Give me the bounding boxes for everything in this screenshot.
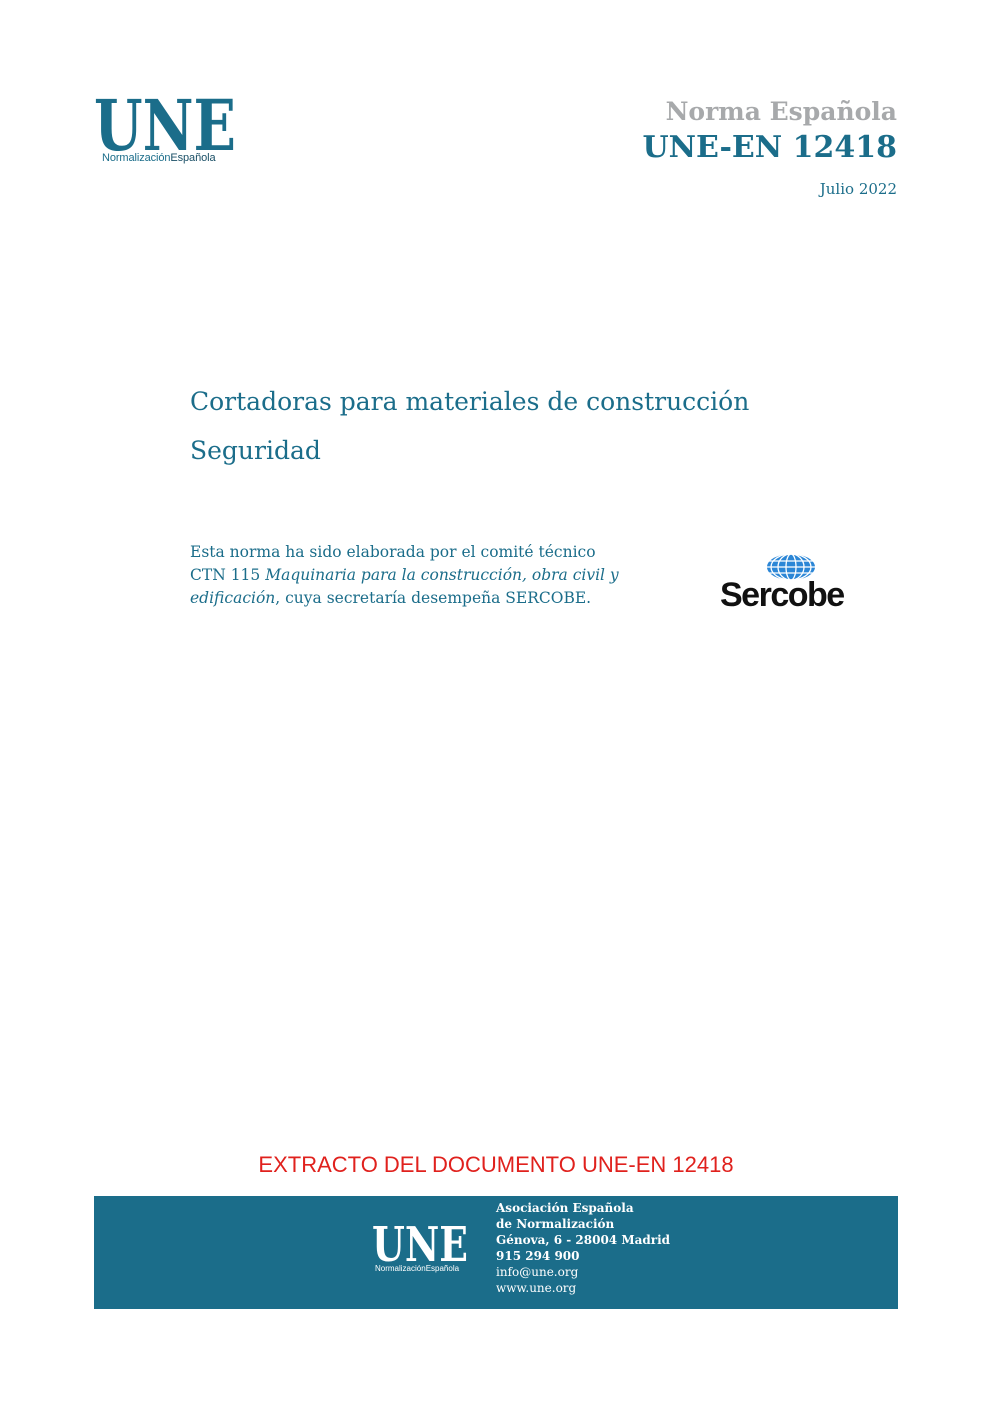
sercobe-logo (720, 553, 865, 613)
footer-website[interactable]: www.une.org (496, 1281, 577, 1295)
committee-secretariat: , cuya secretaría desempeña SERCOBE. (275, 589, 592, 607)
footer-org-line-2: de Normalización (496, 1217, 615, 1231)
footer-logo-sub-a: Normalización (375, 1264, 426, 1273)
footer-email[interactable]: info@une.org (496, 1265, 579, 1279)
document-code: UNE-EN 12418 (642, 130, 897, 165)
footer-phone: 915 294 900 (496, 1249, 580, 1263)
une-logo-text: UNE (94, 92, 236, 154)
committee-code: CTN 115 (190, 566, 266, 584)
document-header (642, 96, 897, 200)
footer-address: Génova, 6 - 28004 Madrid (496, 1233, 671, 1247)
une-logo-subtitle-a: Normalización (102, 152, 171, 164)
document-date: Julio 2022 (819, 180, 897, 198)
document-subtitle: Seguridad (190, 436, 321, 465)
committee-statement (190, 541, 670, 610)
footer-une-logo-subtitle (375, 1264, 459, 1273)
footer-logo-sub-b: Española (425, 1264, 460, 1273)
committee-name-part-2: edificación (190, 589, 276, 607)
footer-une-logo-text: UNE (372, 1221, 468, 1263)
sercobe-logo-text: Sercobe (720, 576, 844, 614)
committee-line-2 (190, 564, 670, 587)
une-logo-subtitle (102, 152, 215, 164)
footer-contact (496, 1200, 670, 1296)
une-logo-subtitle-b: Española (170, 152, 216, 164)
document-title: Cortadoras para materiales de construcción (190, 387, 750, 416)
committee-line-3 (190, 587, 670, 610)
extract-notice: EXTRACTO DEL DOCUMENTO UNE-EN 12418 (258, 1152, 734, 1177)
footer-une-logo-mark (372, 1221, 470, 1263)
committee-name-part-1: Maquinaria para la construcción, obra civil y (265, 566, 619, 584)
footer-bar (94, 1196, 898, 1309)
document-kind: Norma Española (665, 97, 897, 126)
committee-line-1: Esta norma ha sido elaborada por el comité técnico (190, 543, 596, 561)
une-logo-mark (94, 92, 239, 154)
une-logo (94, 92, 244, 174)
footer-org-line-1: Asociación Española (496, 1201, 634, 1215)
footer-une-logo (372, 1221, 482, 1281)
